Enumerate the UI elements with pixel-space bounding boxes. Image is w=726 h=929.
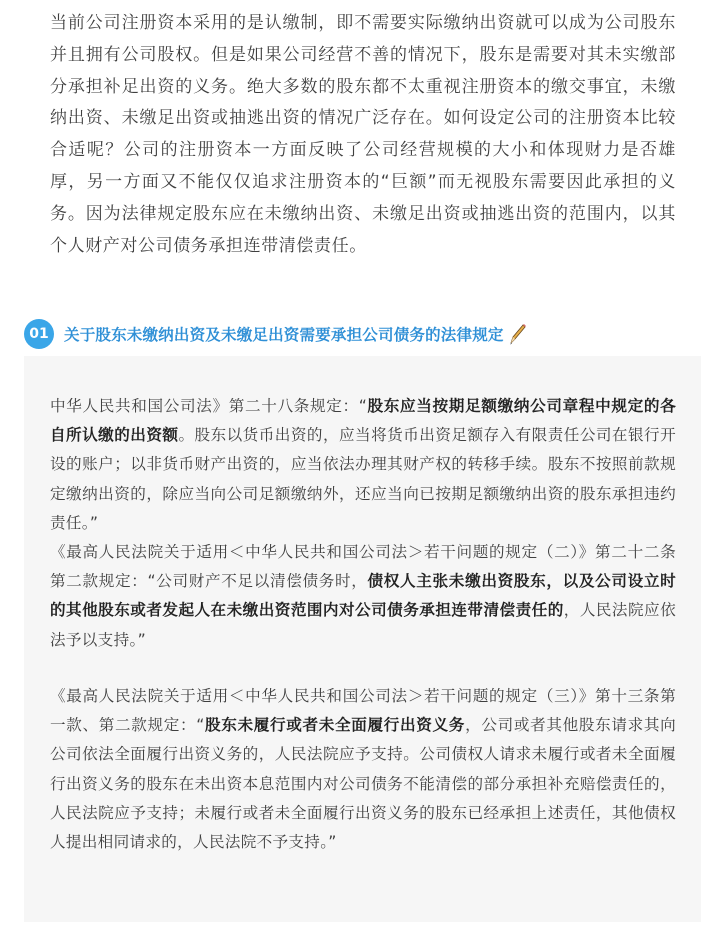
quote-emphasis: 股东应当按期足额缴纳公司章程中规定的各自所认缴的出资额 — [50, 397, 676, 445]
quote-paragraph-interpretation-3 — [50, 682, 676, 857]
section-heading — [24, 318, 526, 350]
quote-text: 。股东以货币出资的，应当将货币出资足额存入有限责任公司在银行开设的账户；以非货币财产出资的，应当依法办理其财产权的转移手续。股东不按照前款规定缴纳出资的，除应当向公司足额缴纳外，还应当向已按期足额缴纳出资的股东承担违约责任。” — [50, 426, 676, 532]
section-title: 关于股东未缴纳出资及未缴足出资需要承担公司债务的法律规定 — [64, 326, 504, 344]
quote-text: 《最高人民法院关于适用＜中华人民共和国公司法＞若干问题的规定（三）》第十三条第一款、第二款规定：“ — [50, 687, 676, 735]
quote-paragraph-company-law — [50, 392, 676, 538]
quote-paragraph-interpretation-2 — [50, 538, 676, 655]
quote-emphasis: 股东未履行或者未全面履行出资义务 — [204, 716, 466, 735]
section-number-badge: 01 — [24, 319, 54, 349]
quote-text: 中华人民共和国公司法》第二十八条规定：“ — [50, 397, 368, 415]
intro-paragraph: 当前公司注册资本采用的是认缴制，即不需要实际缴纳出资就可以成为公司股东并且拥有公司股权。但是如果公司经营不善的情况下，股东是需要对其未实缴部分承担补足出资的义务。绝大多数的股东都不太重视注册资本的缴交事宜，未缴纳出资、未缴足出资或抽逃出资的情况广泛存在。如何设定公司的注册资本比较合适呢？公司的注册资本一方面反映了公司经营规模的大小和体现财力是否雄厚，另一方面又不能仅仅追求注册资本的“巨额”而无视股东需要因此承担的义务。因为法律规定股东应在未缴纳出资、未缴足出资或抽逃出资的范围内，以其个人财产对公司债务承担连带清偿责任。 — [50, 13, 676, 256]
quote-text: 《最高人民法院关于适用＜中华人民共和国公司法＞若干问题的规定（二）》第二十二条第二款规定：“公司财产不足以清偿债务时， — [50, 543, 676, 591]
quote-text: ，人民法院应依法予以支持。” — [50, 601, 676, 649]
pencil-icon — [508, 323, 526, 345]
quote-emphasis: 债权人主张未缴出资股东，以及公司设立时的其他股东或者发起人在未缴出资范围内对公司债务承担连带清偿责任的 — [50, 572, 676, 620]
law-quote-box — [24, 356, 701, 922]
quote-text: ，公司或者其他股东请求其向公司依法全面履行出资义务的，人民法院应予支持。公司债权人请求未履行或者未全面履行出资义务的股东在未出资本息范围内对公司债务不能清偿的部分承担补充赔偿责任的，人民法院应予支持；未履行或者未全面履行出资义务的股东已经承担上述责任，其他债权人提出相同请求的，人民法院不予支持。” — [50, 716, 676, 852]
